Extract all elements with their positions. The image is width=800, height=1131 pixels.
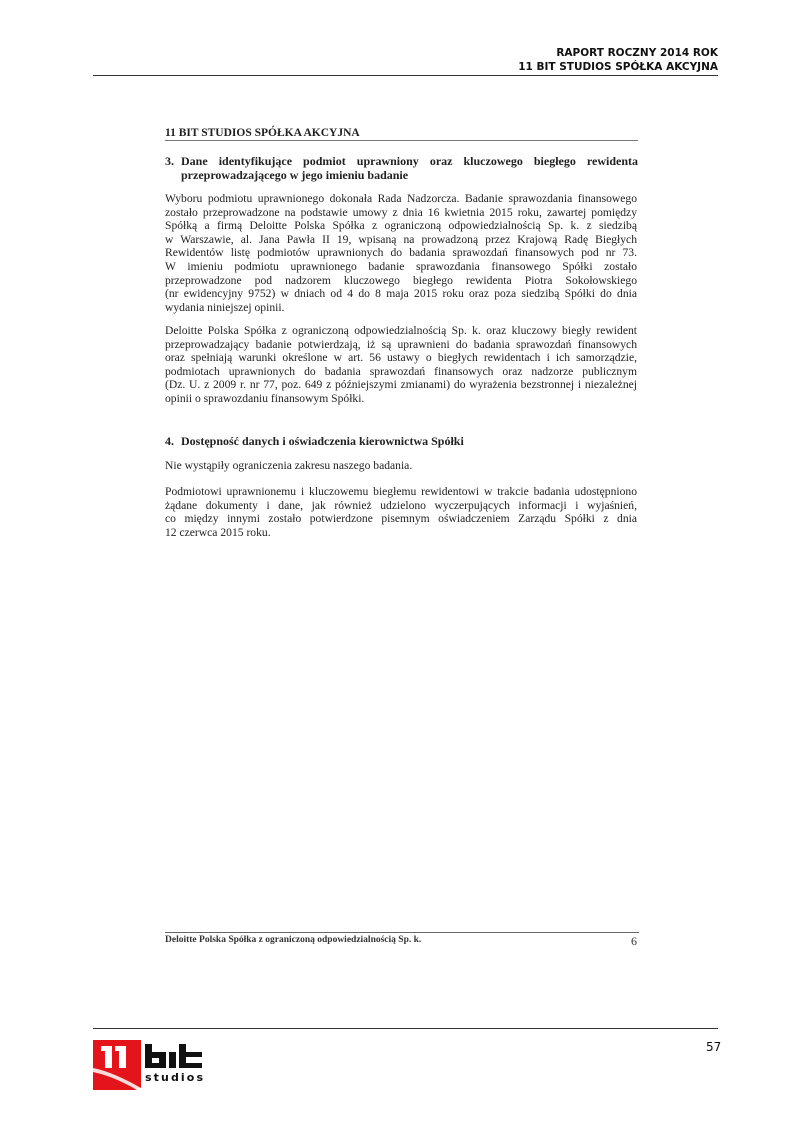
section3-title-line: Dane identyfikujące podmiot uprawniony oraz kluczowego biegłego rewidenta bbox=[181, 154, 638, 168]
paragraph-line: (nr ewidencyjny 9752) w dniach od 4 do 8 maja 2015 roku oraz poza siedzibą Spółki do dnia bbox=[165, 287, 637, 301]
paragraph-line: przeprowadzone pod nadzorem kluczowego biegłego rewidenta Piotra Sokołowskiego bbox=[165, 273, 637, 287]
scan-footer-rule bbox=[165, 932, 639, 933]
paragraph-line: zostało przeprowadzone na podstawie umowy z dnia 16 kwietnia 2015 roku, zawartej pomiędzy bbox=[165, 205, 637, 219]
footer-rule bbox=[93, 1028, 718, 1029]
scan-company-heading: 11 BIT STUDIOS SPÓŁKA AKCYJNA bbox=[165, 127, 360, 139]
section4-number: 4. bbox=[165, 434, 174, 448]
paragraph-line: podmiotach uprawnionych do badania sprawozdań finansowych oraz nadzorze publicznym bbox=[165, 364, 637, 378]
page-number: 57 bbox=[706, 1040, 722, 1054]
11bit-studios-logo bbox=[93, 1038, 213, 1090]
paragraph-line: Podmiotowi uprawnionemu i kluczowemu biegłemu rewidentowi w trakcie badania udostępniono bbox=[165, 485, 637, 498]
paragraph-line: Wyboru podmiotu uprawnionego dokonała Rada Nadzorcza. Badanie sprawozdania finansowego bbox=[165, 192, 637, 205]
paragraph-auditor-independence bbox=[165, 324, 637, 406]
paragraph-line: opinii o sprawozdaniu finansowym Spółki. bbox=[165, 391, 365, 405]
header-rule bbox=[93, 75, 718, 76]
paragraph-line: 12 czerwca 2015 roku. bbox=[165, 525, 271, 539]
report-title: RAPORT ROCZNY 2014 ROK bbox=[556, 47, 718, 59]
paragraph-line: żądane dokumenty i dane, jak również udzielono wyczerpujących informacji i wyjaśnień, bbox=[165, 498, 637, 512]
paragraph-line: Deloitte Polska Spółka z ograniczoną odpowiedzialnością Sp. k. oraz kluczowy biegły rewident bbox=[165, 324, 637, 337]
paragraph-line: przeprowadzający badanie potwierdzają, iż są uprawnieni do badania sprawozdań finansowych bbox=[165, 337, 637, 351]
paragraph-line: oraz spełniają warunki określone w art. 56 ustawy o biegłych rewidentach i ich samorządzie, bbox=[165, 351, 637, 365]
paragraph-line: wydania niniejszej opinii. bbox=[165, 300, 285, 314]
paragraph-no-limitations bbox=[165, 459, 637, 473]
paragraph-line: Nie wystąpiły ograniczenia zakresu naszego badania. bbox=[165, 459, 413, 472]
paragraph-documents-provided bbox=[165, 485, 637, 539]
scan-page-number: 6 bbox=[631, 934, 637, 948]
section3-title-line: przeprowadzającego w jego imieniu badanie bbox=[181, 168, 409, 182]
paragraph-line: Rewidentów listę podmiotów uprawnionych do badania sprawozdań finansowych pod nr 73. bbox=[165, 246, 637, 260]
scan-header-rule bbox=[165, 140, 638, 141]
section3-number: 3. bbox=[165, 154, 174, 168]
scan-footer-text: Deloitte Polska Spółka z ograniczoną odpowiedzialnością Sp. k. bbox=[165, 935, 422, 945]
paragraph-line: co między innymi zostało potwierdzone pisemnym oświadczeniem Zarządu Spółki z dnia bbox=[165, 512, 637, 526]
section4-title: Dostępność danych i oświadczenia kierownictwa Spółki bbox=[181, 434, 464, 448]
paragraph-auditor-selection bbox=[165, 192, 637, 314]
paragraph-line: W imieniu podmiotu uprawnionego badanie sprawozdania finansowego Spółki zostało bbox=[165, 259, 637, 273]
paragraph-line: w Warszawie, al. Jana Pawła II 19, wpisaną na prowadzoną przez Krajową Radę Biegłych bbox=[165, 232, 637, 246]
paragraph-line: Spółką a firmą Deloitte Polska Spółka z ograniczoną odpowiedzialnością Sp. k. z siedzibą bbox=[165, 219, 637, 233]
svg-text:studios: studios bbox=[145, 1071, 203, 1084]
section3-title bbox=[181, 154, 638, 182]
company-name: 11 BIT STUDIOS SPÓŁKA AKCYJNA bbox=[518, 61, 718, 73]
paragraph-line: (Dz. U. z 2009 r. nr 77, poz. 649 z późniejszymi zmianami) do wyrażenia bezstronnej i niezależnej bbox=[165, 378, 637, 392]
